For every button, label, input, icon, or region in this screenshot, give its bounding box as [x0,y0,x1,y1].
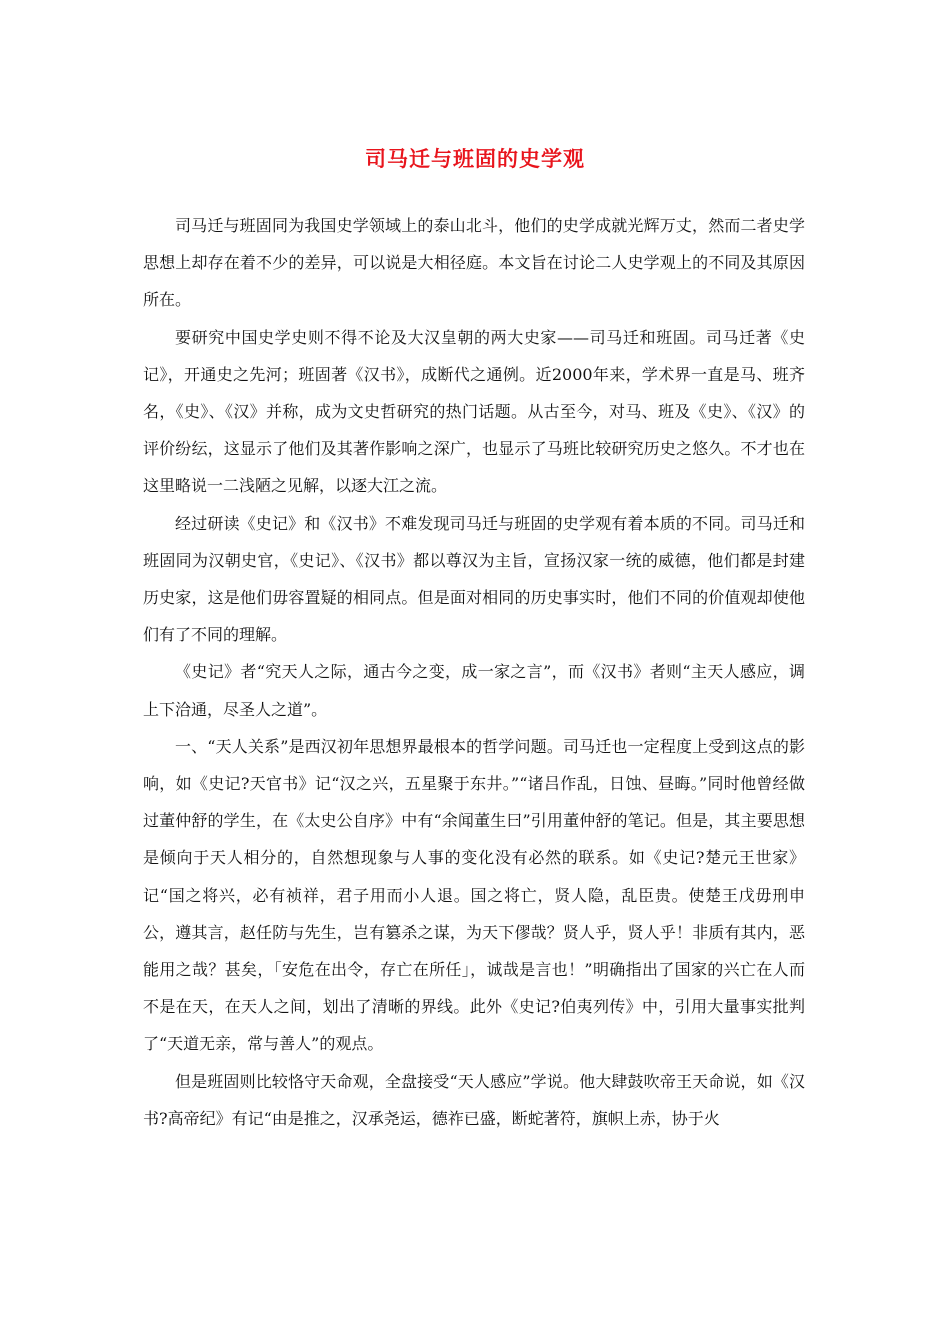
paragraph: 要研究中国史学史则不得不论及大汉皇朝的两大史家——司马迁和班固。司马迁著《史记》，开通史之先河；班固著《汉书》，成断代之通例。近2000年来，学术界一直是马、班齐名，《史》、《汉》并称，成为文史哲研究的热门话题。从古至今，对马、班及《史》、《汉》的评价纷纭，这显示了他们及其著作影响之深广，也显示了马班比较研究历史之悠久。不才也在这里略说一二浅陋之见解，以逐大江之流。 [143,327,805,496]
paragraph: 司马迁与班固同为我国史学领域上的泰山北斗，他们的史学成就光辉万丈，然而二者史学思想上却存在着不少的差异，可以说是大相径庭。本文旨在讨论二人史学观上的不同及其原因所在。 [143,216,805,310]
document-body [143,207,805,1137]
paragraph: 一、“天人关系”是西汉初年思想界最根本的哲学问题。司马迁也一定程度上受到这点的影响，如《史记?天官书》记“汉之兴，五星聚于东井。”“诸吕作乱，日蚀、昼晦。”同时他曾经做过董仲舒的学生，在《太史公自序》中有“余闻董生曰”引用董仲舒的笔记。但是，其主要思想是倾向于天人相分的，自然想现象与人事的变化没有必然的联系。如《史记?楚元王世家》记“国之将兴，必有祯祥，君子用而小人退。国之将亡，贤人隐，乱臣贵。使楚王戊毋刑申公，遵其言，赵任防与先生，岂有篡杀之谋，为天下僇哉？贤人乎，贤人乎！非质有其内，恶能用之哉？甚矣，「安危在出令，存亡在所任」，诚哉是言也！”明确指出了国家的兴亡在人而不是在天，在天人之间，划出了清晰的界线。此外《史记?伯夷列传》中，引用大量事实批判了“天道无亲，常与善人”的观点。 [143,736,805,1054]
document-title: 司马迁与班固的史学观 [365,146,585,171]
paragraph: 但是班固则比较恪守天命观，全盘接受“天人感应”学说。他大肆鼓吹帝王天命说，如《汉书?高帝纪》有记“由是推之，汉承尧运，德祚已盛，断蛇著符，旗帜上赤，协于火 [143,1071,805,1128]
paragraph: 经过研读《史记》和《汉书》不难发现司马迁与班固的史学观有着本质的不同。司马迁和班固同为汉朝史官，《史记》、《汉书》都以尊汉为主旨，宣扬汉家一统的威德，他们都是封建历史家，这是他们毋容置疑的相同点。但是面对相同的历史事实时，他们不同的价值观却使他们有了不同的理解。 [143,513,805,645]
paragraph: 《史记》者“究天人之际，通古今之变，成一家之言”，而《汉书》者则“主天人感应，调上下洽通，尽圣人之道”。 [143,662,805,719]
